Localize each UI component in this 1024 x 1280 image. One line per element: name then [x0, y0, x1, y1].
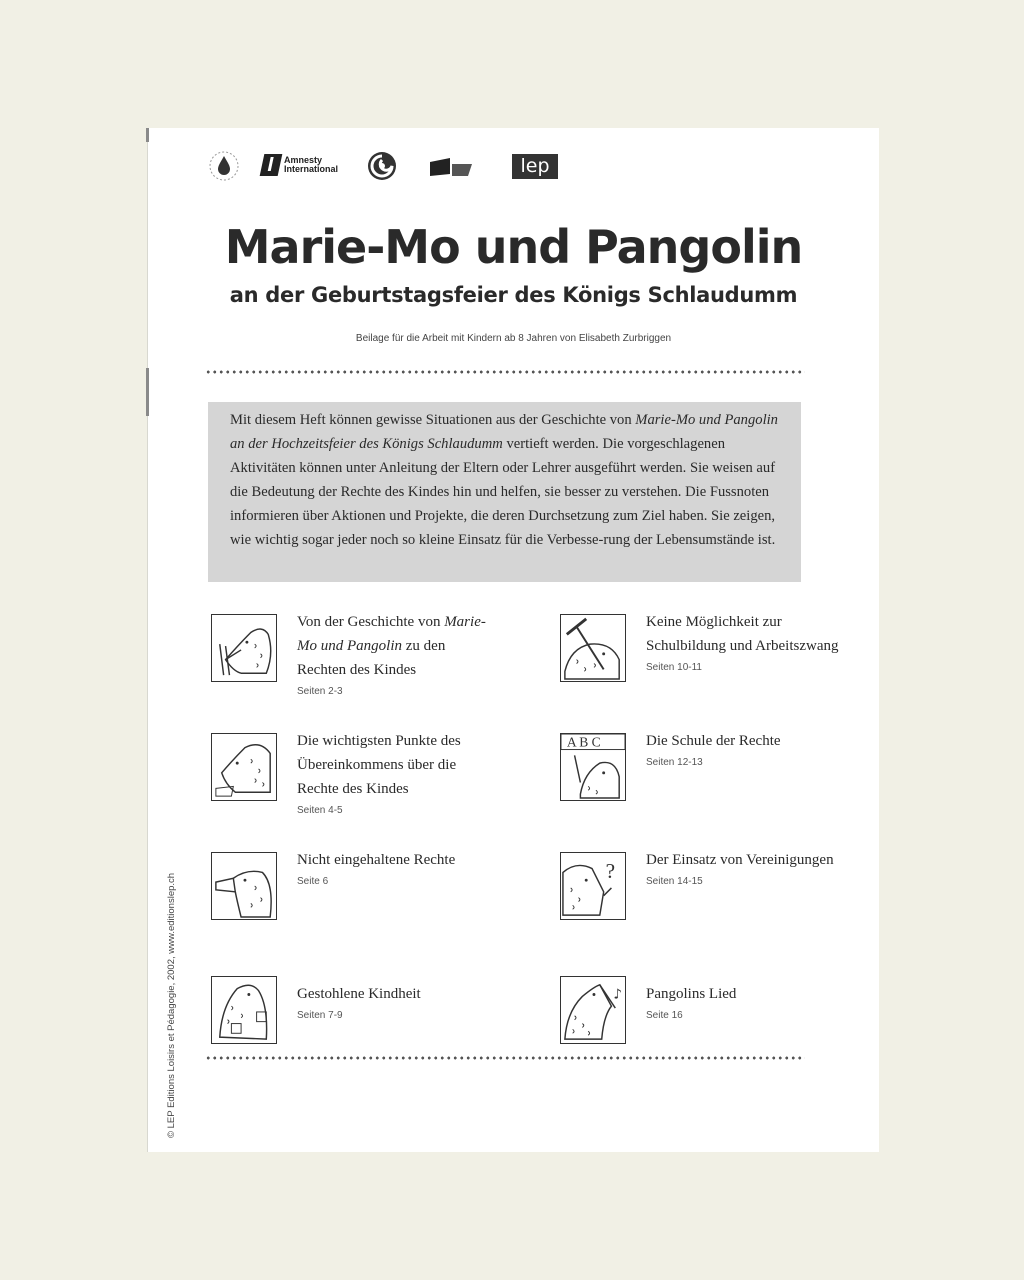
dotted-divider: [205, 1055, 805, 1061]
pangolin-dice-icon: [211, 976, 277, 1044]
page-subtitle: an der Geburtstagsfeier des Königs Schlaudumm: [229, 283, 798, 307]
pangolin-gagged-icon: [211, 852, 277, 920]
toc-pages: Seiten 10-11: [646, 662, 702, 673]
water-drop-logo-icon: [208, 150, 240, 182]
amnesty-logo: [262, 154, 338, 176]
pangolin-pickaxe-icon: [560, 614, 626, 682]
toc-title: Keine Möglichkeit zur Schulbildung und Arbeitszwang: [646, 614, 839, 654]
candle-icon: [260, 154, 283, 176]
byline: Beilage für die Arbeit mit Kindern ab 8 Jahren von Elisabeth Zurbriggen: [355, 333, 672, 344]
toc-pages: Seiten 14-15: [646, 876, 703, 887]
blocks-logo-icon: [428, 156, 474, 178]
pangolin-singing-icon: [560, 976, 626, 1044]
toc-pages: Seite 6: [297, 876, 329, 887]
toc-title: Pangolins Lied: [646, 986, 737, 1002]
toc-pages: Seiten 4-5: [297, 805, 343, 816]
intro-story-title: Marie-Mo und Pangolin an der Hochzeitsfeier des Königs Schlaudumm: [230, 412, 778, 452]
blackboard-letters: A B C: [566, 734, 601, 750]
toc-pages: Seiten 12-13: [646, 757, 703, 768]
intro-text-2: vertieft werden. Die vorgeschlagenen Aktivitäten können unter Anleitung der Eltern oder Lehrer ausgeführt werden. Sie weisen auf die Bedeutung der Rechte des Kindes hin und helfen, sie besser zu verstehen. Die Fussnoten informieren über Aktionen und Projekte, die deren Durchsetzung zum Ziel haben. Sie zeigen, wie wichtig sogar jeder noch so kleine Einsatz für die Verbesse-rung der Lebensumstände ist.: [230, 436, 776, 548]
toc-pages: Seiten 2-3: [297, 686, 343, 697]
toc-title: Von der Geschichte von: [297, 614, 445, 630]
toc-pages: Seite 16: [646, 1010, 683, 1021]
spine-mark: [146, 128, 149, 142]
booklet-page: [147, 128, 879, 1152]
toc-title: Die wichtigsten Punkte des Übereinkommens über die Rechte des Kindes: [297, 733, 461, 797]
pangolin-question-icon: [560, 852, 626, 920]
swirl-logo-icon: [365, 150, 399, 182]
question-mark: ?: [605, 859, 616, 884]
intro-text-1: Mit diesem Heft können gewisse Situationen aus der Geschichte von: [230, 412, 636, 428]
amnesty-logo-line1: Amnesty: [284, 155, 323, 165]
music-note: ♪: [613, 986, 623, 1003]
copyright-credit: © LEP Editions Loisirs et Pédagogie, 2002, www.editionslep.ch: [166, 872, 177, 1138]
toc-title-end: zu den Rechten des Kindes: [297, 638, 446, 678]
pangolin-writing-icon: [211, 614, 277, 682]
pangolin-reading-icon: [211, 733, 277, 801]
pangolin-abc-icon: [560, 733, 626, 801]
toc-title: Gestohlene Kindheit: [297, 986, 421, 1002]
dotted-divider: [205, 369, 805, 375]
toc-title-italic: Marie-Mo und Pangolin: [297, 614, 486, 654]
lep-logo: lep: [512, 154, 558, 179]
logo-bar: [208, 150, 819, 186]
page-title: Marie-Mo und Pangolin: [224, 220, 803, 274]
intro-box: [208, 402, 801, 582]
amnesty-logo-line2: International: [284, 164, 339, 174]
toc-pages: Seiten 7-9: [297, 1010, 343, 1021]
toc-title: Nicht eingehaltene Rechte: [297, 852, 456, 868]
toc-title: Der Einsatz von Vereinigungen: [646, 852, 834, 868]
toc-title: Die Schule der Rechte: [646, 733, 781, 749]
spine-mark: [146, 368, 149, 416]
